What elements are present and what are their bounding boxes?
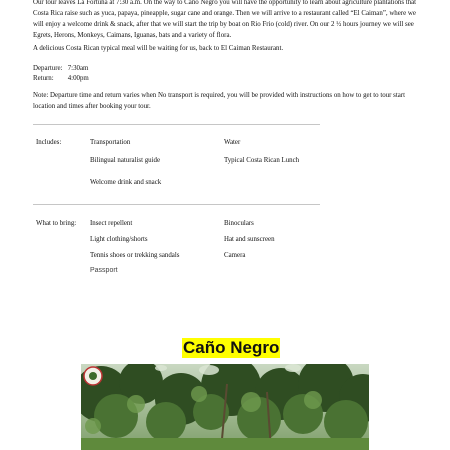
includes-item: Welcome drink and snack <box>90 179 162 186</box>
bring-item: Binoculars <box>224 220 254 227</box>
departure-line <box>33 64 88 74</box>
section-title: Caño Negro <box>183 338 280 357</box>
divider-top <box>33 124 320 125</box>
includes-item: Bilingual naturalist guide <box>90 157 161 164</box>
includes-label: Includes: <box>36 139 62 146</box>
bring-item: Insect repellent <box>90 220 133 227</box>
jungle-photo-drawing <box>81 364 369 450</box>
departure-label: Departure: <box>33 65 63 72</box>
includes-item: Transportation <box>90 139 131 146</box>
bring-label: What to bring: <box>36 220 77 227</box>
bring-item: Hat and sunscreen <box>224 236 275 243</box>
bring-item: Tennis shoes or trekking sandals <box>90 252 180 259</box>
bring-item: Camera <box>224 252 246 259</box>
bring-item: Passport <box>90 267 118 274</box>
bring-item: Light clothing/shorts <box>90 236 148 243</box>
includes-item: Typical Costa Rican Lunch <box>224 157 300 164</box>
includes-item: Water <box>224 139 241 146</box>
intro-paragraph: Our tour leaves La Fortuna at 7:30 a.m. On the way to Caño Negro you will have the opportunity to learn about agriculture plantations that Costa Rica raise such as yuca, papaya, pineapple, sugar cane and orange. Then we will arrive to a restaurant called “El Caiman”, where we will enjoy a welcome drink & snack, after that we will start the trip by boat on Rio Frio (cold) river. On our 2 ½ hours journey we will see Egrets, Herons, Monkeys, Caimans, Iguanas, bats and a variety of flora. <box>33 0 417 40</box>
return-line <box>33 74 89 84</box>
note-paragraph: Note: Departure time and return varies when No transport is required, you will be provided with instructions on how to get to tour start location and times after booking your tour. <box>33 92 406 111</box>
meal-paragraph: A delicious Costa Rican typical meal will be waiting for us, back to El Caiman Restaurant. <box>33 45 284 52</box>
jungle-photo <box>81 364 369 450</box>
return-label: Return: <box>33 75 54 82</box>
departure-value: 7:30am <box>67 65 89 72</box>
divider-middle <box>33 204 320 205</box>
return-value: 4:00pm <box>67 75 89 82</box>
